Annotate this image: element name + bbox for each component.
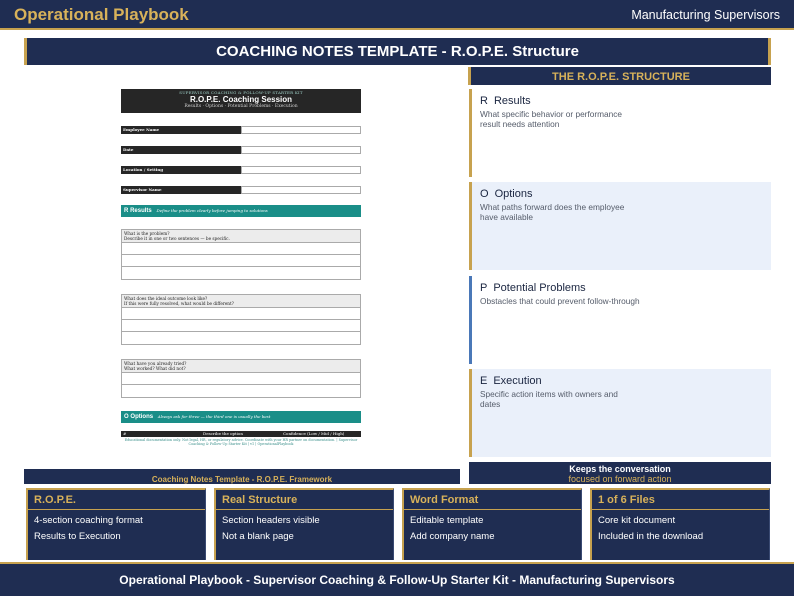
feature-card-word-format	[402, 488, 582, 560]
step-letter: E	[480, 375, 488, 387]
field-label: Date	[121, 146, 241, 154]
question-line: Describe it in one or two sentences — be specific.	[124, 236, 230, 241]
answer-line	[122, 243, 360, 255]
section-options-bar	[121, 411, 361, 423]
rope-footer-line1: Keeps the conversation	[569, 464, 671, 474]
question-header	[122, 295, 360, 308]
footer-text: Operational Playbook - Supervisor Coaching & Follow-Up Starter Kit - Manufacturing Supervisors	[119, 573, 675, 587]
question-line: What have you already tried?	[124, 361, 187, 366]
card-title: Real Structure	[216, 490, 393, 510]
question-header	[122, 230, 360, 243]
audience-label: Manufacturing Supervisors	[631, 8, 780, 22]
feature-card-structure	[214, 488, 394, 560]
card-line: Included in the download	[598, 531, 704, 542]
rope-step-potential-problems	[469, 276, 771, 364]
field-box	[241, 126, 361, 134]
answer-line	[122, 332, 360, 344]
section-hint: Always ask for three — the third one is usually the best	[157, 414, 271, 419]
step-name: Options	[494, 188, 533, 200]
step-description: Obstacles that could prevent follow-through	[480, 296, 640, 306]
feature-card-rope	[26, 488, 206, 560]
feature-card-file-count	[590, 488, 770, 560]
answer-line	[122, 267, 360, 279]
section-results-bar	[121, 205, 361, 217]
step-letter: O	[480, 188, 489, 200]
document-preview	[24, 68, 460, 464]
field-label: Supervisor Name	[121, 186, 241, 194]
step-title	[480, 375, 763, 387]
rope-step-execution	[469, 369, 771, 457]
card-line: Results to Execution	[34, 531, 121, 542]
options-table-header	[121, 431, 361, 437]
table-col-num: #	[123, 431, 127, 436]
bottom-footer-bar	[0, 562, 794, 596]
step-name: Results	[493, 95, 531, 107]
question-header	[122, 360, 360, 373]
step-letter: R	[480, 95, 488, 107]
top-header-bar	[0, 0, 794, 30]
rope-footer	[469, 462, 771, 484]
page-title-banner	[24, 38, 771, 65]
rope-footer-line2: focused on forward action	[568, 474, 672, 484]
template-subtitle: Results · Options · Potential Problems · Execution	[184, 104, 298, 109]
question-block	[121, 359, 361, 398]
card-title: 1 of 6 Files	[592, 490, 769, 510]
preview-caption-text: Coaching Notes Template - R.O.P.E. Framework	[151, 475, 333, 484]
section-name: Options	[130, 414, 154, 420]
rope-step-options	[469, 182, 771, 270]
card-line: Section headers visible	[222, 515, 320, 526]
table-col-option: Describe the option	[203, 431, 243, 436]
card-line: Not a blank page	[222, 531, 294, 542]
section-letter: R	[124, 208, 129, 214]
step-title	[480, 282, 763, 294]
question-block	[121, 294, 361, 345]
step-letter: P	[480, 282, 488, 294]
step-description: Specific action items with owners and dates	[480, 389, 618, 409]
card-line: 4-section coaching format	[34, 515, 143, 526]
step-title	[480, 188, 763, 200]
question-line: What does the ideal outcome look like?	[124, 296, 208, 301]
answer-line	[122, 385, 360, 397]
page-title: COACHING NOTES TEMPLATE - R.O.P.E. Structure	[216, 43, 579, 60]
question-line: If this were fully resolved, what would be different?	[124, 301, 234, 306]
step-name: Execution	[493, 375, 542, 387]
field-box	[241, 166, 361, 174]
step-title	[480, 95, 763, 107]
answer-line	[122, 255, 360, 267]
field-date	[121, 146, 361, 155]
step-description: What paths forward does the employee have available	[480, 202, 625, 222]
field-label: Employee Name	[121, 126, 241, 134]
field-supervisor-name	[121, 186, 361, 195]
field-box	[241, 146, 361, 154]
step-description: What specific behavior or performance result needs attention	[480, 109, 623, 129]
rope-heading-text: THE R.O.P.E. STRUCTURE	[552, 71, 690, 83]
question-line: What is the problem?	[124, 231, 170, 236]
table-col-confidence: Confidence (Low / Mid / High)	[283, 431, 345, 436]
brand-title: Operational Playbook	[14, 5, 189, 24]
answer-line	[122, 320, 360, 332]
template-footer: Educational documentation only. Not legal, HR, or regulatory advice. Coordinate with your HR partner on documentation. | Supervisor Coaching & Follow-Up Starter Kit | v1 | OperationalPlaybook	[124, 438, 358, 446]
card-title: R.O.P.E.	[28, 490, 205, 510]
rope-heading	[468, 67, 771, 85]
section-name: Results	[130, 208, 152, 214]
card-line: Add company name	[410, 531, 495, 542]
template-title: R.O.P.E. Coaching Session	[189, 95, 293, 104]
step-name: Potential Problems	[493, 282, 586, 294]
answer-line	[122, 308, 360, 320]
field-employee-name	[121, 126, 361, 135]
field-box	[241, 186, 361, 194]
field-label: Location / Setting	[121, 166, 241, 174]
field-location	[121, 166, 361, 175]
template-page	[121, 89, 361, 446]
question-line: What worked? What did not?	[124, 366, 186, 371]
question-block	[121, 229, 361, 280]
card-title: Word Format	[404, 490, 581, 510]
template-header	[121, 89, 361, 113]
card-line: Core kit document	[598, 515, 676, 526]
section-letter: O	[124, 414, 129, 420]
answer-line	[122, 373, 360, 385]
rope-step-results	[469, 89, 771, 177]
section-hint: Define the problem clearly before jumping to solutions	[156, 208, 268, 213]
preview-caption	[24, 469, 460, 484]
template-kit-name: SUPERVISOR COACHING & FOLLOW-UP STARTER KIT	[179, 90, 303, 95]
card-line: Editable template	[410, 515, 484, 526]
